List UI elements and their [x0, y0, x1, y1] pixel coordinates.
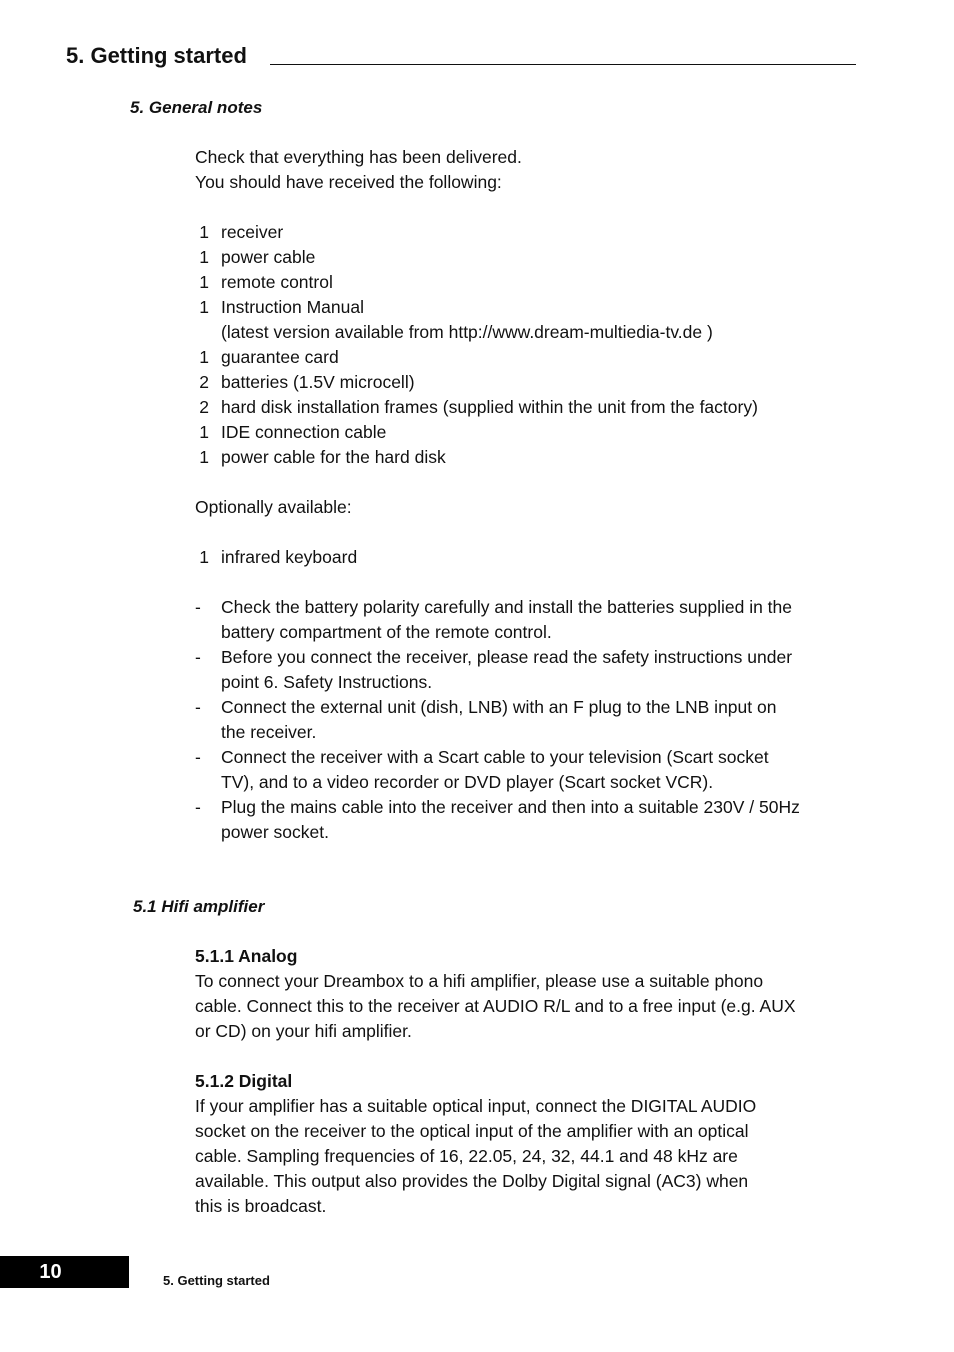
intro-line: Check that everything has been delivered.	[195, 147, 522, 167]
instruction-line: Connect the external unit (dish, LNB) with an F plug to the LNB input on	[221, 697, 777, 717]
item-text: guarantee card	[221, 347, 339, 367]
item-text: power cable for the hard disk	[221, 447, 446, 467]
item-text: batteries (1.5V microcell)	[221, 372, 415, 392]
item-text: remote control	[221, 272, 333, 292]
instruction-item	[195, 595, 860, 645]
section-heading-hifi: 5.1 Hifi amplifier	[133, 897, 265, 916]
list-item	[195, 220, 855, 245]
optional-label: Optionally available:	[195, 497, 352, 517]
digital-section	[195, 1069, 860, 1219]
list-item	[195, 270, 855, 295]
paragraph-line: or CD) on your hifi amplifier.	[195, 1021, 412, 1041]
instruction-item	[195, 745, 860, 795]
instruction-line: Before you connect the receiver, please read the safety instructions under	[221, 647, 793, 667]
paragraph-line: available. This output also provides the Dolby Digital signal (AC3) when	[195, 1171, 749, 1191]
paragraph-line: If your amplifier has a suitable optical input, connect the DIGITAL AUDIO	[195, 1096, 757, 1116]
item-qty: 1	[199, 247, 209, 267]
list-item	[195, 420, 855, 445]
instruction-list	[195, 595, 860, 845]
intro-line: You should have received the following:	[195, 172, 502, 192]
optional-list	[195, 545, 855, 570]
page-number-box	[0, 1256, 129, 1288]
item-text: hard disk installation frames (supplied within the unit from the factory)	[221, 397, 758, 417]
item-qty: 1	[199, 347, 209, 367]
manual-url-note: (latest version available from http://www.dream-multiedia-tv.de )	[221, 322, 713, 342]
list-item	[195, 395, 855, 420]
subsection-heading-analog: 5.1.1 Analog	[195, 946, 298, 966]
instruction-item	[195, 795, 860, 845]
paragraph-line: cable. Connect this to the receiver at AUDIO R/L and to a free input (e.g. AUX	[195, 996, 796, 1016]
dash-bullet: -	[195, 597, 201, 617]
item-qty: 1	[199, 297, 209, 317]
subsection-heading-digital: 5.1.2 Digital	[195, 1071, 293, 1091]
item-text: Instruction Manual	[221, 297, 364, 317]
paragraph-line: socket on the receiver to the optical input of the amplifier with an optical	[195, 1121, 749, 1141]
list-item	[195, 545, 855, 570]
item-qty: 2	[199, 372, 209, 392]
section-heading-general-notes: 5. General notes	[130, 98, 263, 117]
list-item-note	[195, 320, 855, 345]
instruction-line: point 6. Safety Instructions.	[221, 672, 433, 692]
list-item	[195, 245, 855, 270]
instruction-line: Plug the mains cable into the receiver and then into a suitable 230V / 50Hz	[221, 797, 800, 817]
header-rule	[270, 64, 856, 65]
delivery-list	[195, 220, 855, 470]
instruction-line: power socket.	[221, 822, 329, 842]
page-number: 10	[39, 1261, 62, 1283]
instruction-line: Connect the receiver with a Scart cable to your television (Scart socket	[221, 747, 769, 767]
instruction-item	[195, 695, 860, 745]
paragraph-line: this is broadcast.	[195, 1196, 327, 1216]
instruction-line: Check the battery polarity carefully and install the batteries supplied in the	[221, 597, 793, 617]
paragraph-line: To connect your Dreambox to a hifi amplifier, please use a suitable phono	[195, 971, 764, 991]
instruction-line: battery compartment of the remote control.	[221, 622, 552, 642]
dash-bullet: -	[195, 747, 201, 767]
item-qty: 1	[199, 447, 209, 467]
intro-text	[195, 145, 522, 195]
dash-bullet: -	[195, 697, 201, 717]
dash-bullet: -	[195, 797, 201, 817]
footer-label: 5. Getting started	[163, 1273, 270, 1288]
list-item	[195, 295, 855, 320]
analog-section	[195, 944, 860, 1044]
list-item	[195, 445, 855, 470]
paragraph-line: cable. Sampling frequencies of 16, 22.05, 24, 32, 44.1 and 48 kHz are	[195, 1146, 738, 1166]
item-text: infrared keyboard	[221, 547, 358, 567]
item-text: receiver	[221, 222, 284, 242]
item-qty: 1	[199, 547, 209, 567]
item-qty: 1	[199, 272, 209, 292]
item-qty: 2	[199, 397, 209, 417]
list-item	[195, 345, 855, 370]
item-qty: 1	[199, 422, 209, 442]
instruction-line: the receiver.	[221, 722, 317, 742]
dash-bullet: -	[195, 647, 201, 667]
list-item	[195, 370, 855, 395]
instruction-line: TV), and to a video recorder or DVD player (Scart socket VCR).	[221, 772, 714, 792]
page-title: 5. Getting started	[66, 43, 247, 68]
instruction-item	[195, 645, 860, 695]
item-text: IDE connection cable	[221, 422, 387, 442]
item-text: power cable	[221, 247, 316, 267]
item-qty: 1	[199, 222, 209, 242]
